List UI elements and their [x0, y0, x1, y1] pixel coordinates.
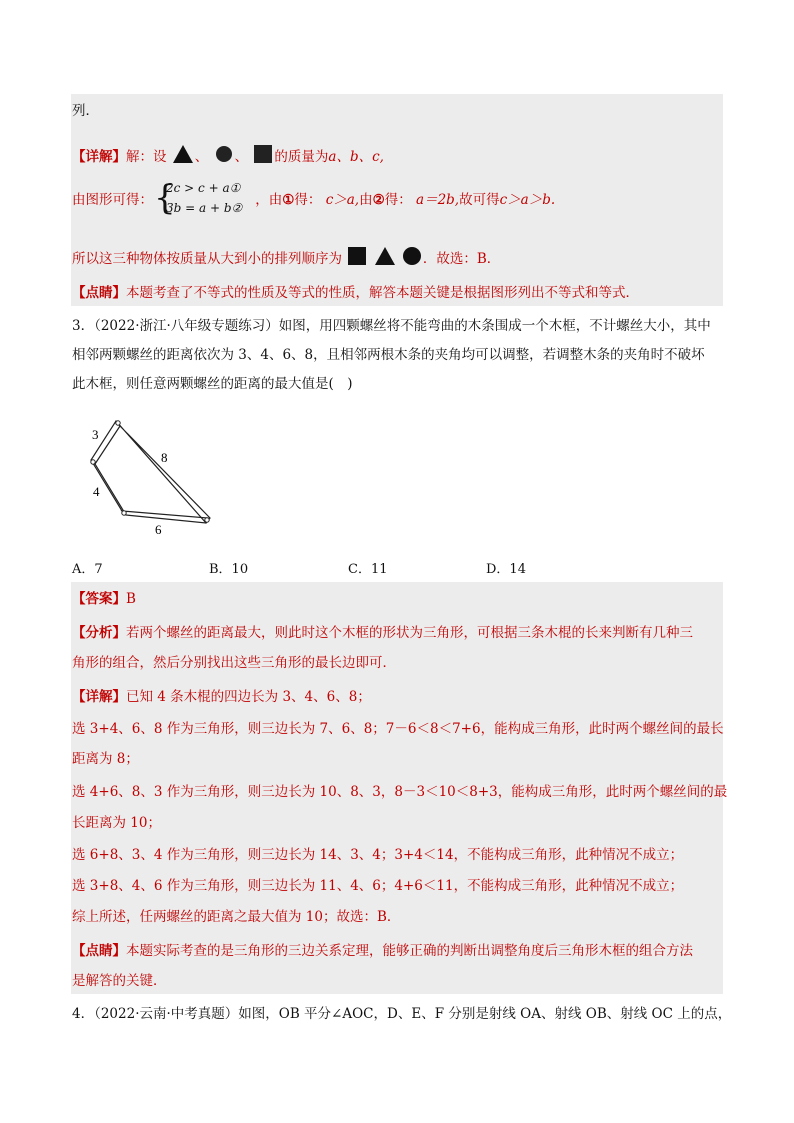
separator-2: 、: [234, 149, 249, 165]
triangle-icon: [172, 144, 194, 169]
equation-2: 3b = a + b②: [166, 201, 243, 215]
square-icon: [253, 144, 273, 169]
order-line: [72, 246, 500, 271]
screw: [122, 511, 126, 515]
screw: [91, 460, 95, 464]
detail-suffix: 的质量为: [274, 149, 329, 165]
detail3-line-5: 选 6+8、3、4 作为三角形，则三边长为 14、3、4；3+4＜14，不能构成三角形，此种情况不成立；: [72, 847, 684, 863]
square-icon: [347, 246, 367, 271]
question3-line3: 此木框，则任意两颗螺丝的距离的最大值是( ): [72, 376, 353, 392]
analysis-line-1: [72, 624, 693, 642]
frame-bar-6: [122, 511, 208, 523]
detail-tag: 【详解】: [72, 149, 126, 165]
detail-prefix: 解：设: [126, 149, 167, 165]
order-suffix: ．故选：B．: [422, 251, 501, 267]
figure-mid-5: 故可得: [459, 192, 500, 208]
figure-mid-4: 得：: [384, 192, 412, 208]
comment3-text-1: 本题实际考查的是三角形的三边关系定理，能够正确的判断出调整角度后三角形木框的组合方法: [126, 943, 693, 959]
comment3-line-1: [72, 942, 693, 960]
analysis-text-1: 若两个螺丝的距离最大，则此时这个木框的形状为三角形，可根据三条木棍的长来判断有几种三: [126, 625, 693, 641]
figure-derivation-line: [72, 191, 555, 209]
question3-line1: 3．（2022·浙江·八年级专题练习）如图，用四颗螺丝将不能弯曲的木条围成一个木框，不计螺丝大小，其中: [72, 318, 711, 334]
analysis-tag: 【分析】: [72, 625, 126, 641]
choice-b: B．10: [209, 562, 249, 577]
detail3-line-7: 综上所述，任两螺丝的距离之最大值为 10；故选：B．: [72, 909, 401, 925]
comment3-tag: 【点睛】: [72, 943, 126, 959]
label-6: 6: [155, 522, 162, 537]
answer-line: [72, 590, 136, 608]
order-text: 所以这三种物体按质量从大到小的排列顺序为: [72, 251, 342, 267]
detail3-line-3: 选 4+6、8、3 作为三角形，则三边长为 10、8、3，8－3＜10＜8+3，能构成三角形，此时两个螺丝间的最: [72, 784, 728, 800]
question4-line1: 4．（2022·云南·中考真题）如图，OB 平分∠AOC，D、E、F 分别是射线 OA、射线 OB、射线 OC 上的点，: [72, 1006, 732, 1022]
wooden-frame-figure: [82, 418, 222, 542]
comment-text: 本题考查了不等式的性质及等式的性质，解答本题关键是根据图形列出不等式和等式．: [126, 285, 639, 301]
choice-c: C．11: [348, 562, 388, 577]
choice-d: D．14: [486, 562, 526, 577]
answer-value: B: [126, 591, 136, 607]
figure-prefix: 由图形可得：: [72, 192, 153, 208]
detail3-line-2: 距离为 8；: [72, 751, 139, 767]
screw: [116, 421, 120, 425]
detail3-text-0: 已知 4 条木棍的四边长为 3、4、6、8；: [126, 689, 371, 705]
comment3-line-2: 是解答的关键．: [72, 973, 167, 989]
label-3: 3: [92, 427, 99, 442]
continued-text: 列．: [72, 103, 99, 119]
analysis-line-2: 角形的组合，然后分别找出这些三角形的最长边即可．: [72, 655, 396, 671]
detail3-line-1: 选 3+4、6、8 作为三角形，则三边长为 7、6、8；7－6＜8＜7+6，能构成三角形，此时两个螺丝间的最长: [72, 721, 724, 737]
separator-1: 、: [194, 149, 209, 165]
detail3-line-0: [72, 688, 371, 706]
label-4: 4: [93, 484, 100, 499]
equation-brace: {: [154, 178, 176, 218]
detail3-line-4: 长距离为 10；: [72, 815, 161, 831]
choice-a: A．7: [72, 562, 103, 577]
circled-2: ②: [372, 192, 385, 208]
circle-icon: [402, 246, 422, 271]
answer-tag: 【答案】: [72, 591, 126, 607]
label-8: 8: [161, 450, 168, 465]
comment-tag: 【点睛】: [72, 285, 126, 301]
detail3-line-6: 选 3+8、4、6 作为三角形，则三边长为 11、4、6；4+6＜11，不能构成三角形，此种情况不成立；: [72, 878, 684, 894]
figure-mid-2: 得：: [294, 192, 322, 208]
frame-bar-8: [116, 421, 210, 523]
screw: [205, 518, 209, 522]
comment-line: [72, 284, 639, 302]
equation-1: 2c > c + a①: [166, 181, 241, 195]
circle-icon: [214, 144, 234, 169]
figure-mid-3: 由: [359, 192, 373, 208]
question3-line2: 相邻两颗螺丝的距离依次为 3、4、6、8，且相邻两根木条的夹角均可以调整，若调整木条的夹角时不破坏: [72, 347, 705, 363]
result-1: c＞a,: [325, 192, 360, 208]
circled-1: ①: [282, 192, 295, 208]
detail-line: [72, 144, 384, 169]
detail3-tag: 【详解】: [72, 689, 126, 705]
result-3: c＞a＞b.: [499, 192, 556, 208]
result-2: a＝2b,: [416, 192, 460, 208]
figure-mid-1: ，由: [255, 192, 283, 208]
detail-vars: a、b、c,: [328, 149, 384, 165]
triangle-icon: [374, 246, 396, 271]
